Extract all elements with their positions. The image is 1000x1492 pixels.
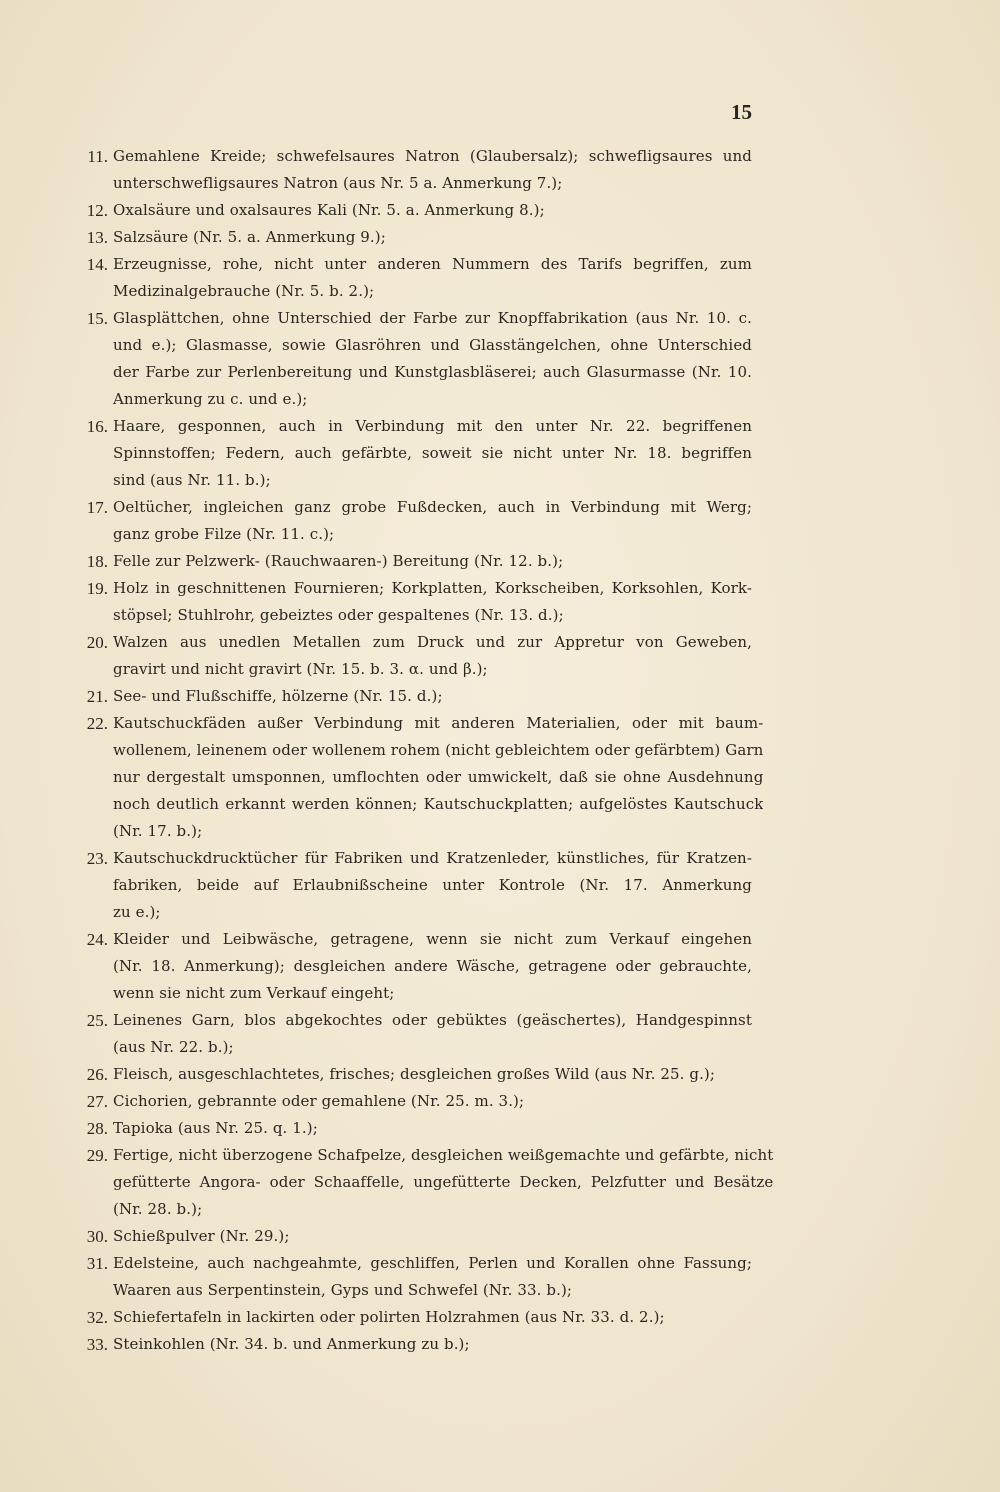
text-line: Walzen aus unedlen Metallen zum Druck und zur Appretur von Geweben, xyxy=(113,633,752,651)
item-text xyxy=(113,143,752,197)
item-text xyxy=(113,1304,752,1331)
text-line: Glasplättchen, ohne Unterschied der Farbe zur Knopffabrikation (aus Nr. 10. c. xyxy=(113,309,752,327)
item-text xyxy=(113,845,752,926)
item-number: 27. xyxy=(86,1092,108,1111)
text-line: Tapioka (aus Nr. 25. q. 1.); xyxy=(113,1119,318,1137)
list-item xyxy=(60,683,752,710)
text-line: Erzeugnisse, rohe, nicht unter anderen Nummern des Tarifs begriffen, zum xyxy=(113,255,752,273)
list-item xyxy=(60,413,752,494)
list-item xyxy=(60,197,752,224)
list-item xyxy=(60,1223,752,1250)
text-line: gravirt und nicht gravirt (Nr. 15. b. 3. α. und β.); xyxy=(113,660,488,678)
item-text xyxy=(113,629,752,683)
list-item xyxy=(60,1304,752,1331)
item-text xyxy=(113,494,752,548)
text-line: wenn sie nicht zum Verkauf eingeht; xyxy=(113,984,395,1002)
item-text xyxy=(113,413,752,494)
list-item xyxy=(60,224,752,251)
text-line: fabriken, beide auf Erlaubnißscheine unter Kontrole (Nr. 17. Anmerkung xyxy=(113,876,752,894)
item-number: 18. xyxy=(86,552,108,571)
item-number: 25. xyxy=(86,1011,108,1030)
item-number: 12. xyxy=(86,201,108,220)
list-item xyxy=(60,710,764,845)
text-line: Fleisch, ausgeschlachtetes, frisches; desgleichen großes Wild (aus Nr. 25. g.); xyxy=(113,1065,716,1083)
text-line: Kleider und Leibwäsche, getragene, wenn sie nicht zum Verkauf eingehen xyxy=(113,930,752,948)
item-number: 14. xyxy=(86,255,108,274)
text-line: (aus Nr. 22. b.); xyxy=(113,1038,234,1056)
text-line: Steinkohlen (Nr. 34. b. und Anmerkung zu b.); xyxy=(113,1335,470,1353)
item-text xyxy=(113,710,763,845)
item-text xyxy=(113,224,752,251)
text-line: Gemahlene Kreide; schwefelsaures Natron (Glaubersalz); schwefligsaures und xyxy=(113,147,752,165)
text-line: sind (aus Nr. 11. b.); xyxy=(113,471,271,489)
text-line: Waaren aus Serpentinstein, Gyps und Schwefel (Nr. 33. b.); xyxy=(113,1281,573,1299)
item-text xyxy=(113,683,752,710)
item-text xyxy=(113,575,752,629)
item-number: 15. xyxy=(86,309,108,328)
item-number: 24. xyxy=(86,930,108,949)
text-line: stöpsel; Stuhlrohr, gebeiztes oder gespaltenes (Nr. 13. d.); xyxy=(113,606,564,624)
text-line: zu e.); xyxy=(113,903,161,921)
text-line: Fertige, nicht überzogene Schafpelze, desgleichen weißgemachte und gefärbte, nicht xyxy=(113,1146,774,1164)
text-line: noch deutlich erkannt werden können; Kautschuckplatten; aufgelöstes Kautschuck xyxy=(113,795,764,813)
list-item xyxy=(60,629,752,683)
text-line: Cichorien, gebrannte oder gemahlene (Nr. 25. m. 3.); xyxy=(113,1092,525,1110)
item-number: 31. xyxy=(86,1254,108,1273)
text-line: Oxalsäure und oxalsaures Kali (Nr. 5. a. Anmerkung 8.); xyxy=(113,201,545,219)
text-line: Felle zur Pelzwerk- (Rauchwaaren-) Bereitung (Nr. 12. b.); xyxy=(113,552,564,570)
text-line: Medizinalgebrauche (Nr. 5. b. 2.); xyxy=(113,282,375,300)
text-line: und e.); Glasmasse, sowie Glasröhren und Glasstängelchen, ohne Unterschied xyxy=(113,336,752,354)
item-number: 23. xyxy=(86,849,108,868)
list-item xyxy=(60,494,752,548)
list-item xyxy=(60,575,752,629)
text-line: ganz grobe Filze (Nr. 11. c.); xyxy=(113,525,335,543)
item-number: 11. xyxy=(87,147,108,166)
text-line: Anmerkung zu c. und e.); xyxy=(113,390,308,408)
item-number: 32. xyxy=(86,1308,108,1327)
list-item xyxy=(60,1331,752,1358)
item-text xyxy=(113,548,752,575)
list-item xyxy=(60,1142,774,1223)
item-text xyxy=(113,1007,752,1061)
list-item xyxy=(60,143,752,197)
list-item xyxy=(60,305,752,413)
text-line: Oeltücher, ingleichen ganz grobe Fußdecken, auch in Verbindung mit Werg; xyxy=(113,498,752,516)
list-item xyxy=(60,926,752,1007)
item-number: 33. xyxy=(86,1335,108,1354)
item-number: 17. xyxy=(86,498,108,517)
text-line: Kautschuckfäden außer Verbindung mit anderen Materialien, oder mit baum- xyxy=(113,714,764,732)
item-text xyxy=(113,926,752,1007)
item-number: 29. xyxy=(86,1146,108,1165)
item-text xyxy=(113,1115,752,1142)
list-item xyxy=(60,251,752,305)
text-line: Leinenes Garn, blos abgekochtes oder gebüktes (geäschertes), Handgespinnst xyxy=(113,1011,752,1029)
item-number: 20. xyxy=(86,633,108,652)
list-item xyxy=(60,1061,752,1088)
list-item xyxy=(60,845,752,926)
item-number: 22. xyxy=(86,714,108,733)
item-number: 30. xyxy=(86,1227,108,1246)
text-line: nur dergestalt umsponnen, umflochten oder umwickelt, daß sie ohne Ausdehnung xyxy=(113,768,764,786)
item-text xyxy=(113,251,752,305)
text-line: unterschwefligsaures Natron (aus Nr. 5 a. Anmerkung 7.); xyxy=(113,174,563,192)
item-text xyxy=(113,1250,752,1304)
item-number: 21. xyxy=(86,687,108,706)
list-item xyxy=(60,1250,752,1304)
item-number: 19. xyxy=(86,579,108,598)
list-item xyxy=(60,1088,752,1115)
text-line: See- und Flußschiffe, hölzerne (Nr. 15. d.); xyxy=(113,687,443,705)
page-number: 15 xyxy=(731,100,752,124)
item-text xyxy=(113,305,752,413)
text-line: (Nr. 17. b.); xyxy=(113,822,203,840)
text-line: (Nr. 28. b.); xyxy=(113,1200,203,1218)
text-line: Edelsteine, auch nachgeahmte, geschliffen, Perlen und Korallen ohne Fassung; xyxy=(113,1254,752,1272)
text-line: Schießpulver (Nr. 29.); xyxy=(113,1227,290,1245)
item-number: 26. xyxy=(86,1065,108,1084)
text-line: der Farbe zur Perlenbereitung und Kunstglasbläserei; auch Glasurmasse (Nr. 10. xyxy=(113,363,752,381)
item-text xyxy=(113,1061,752,1088)
item-number: 28. xyxy=(86,1119,108,1138)
list-item xyxy=(60,1007,752,1061)
item-text xyxy=(113,1088,752,1115)
item-number: 16. xyxy=(86,417,108,436)
list-item xyxy=(60,548,752,575)
item-text xyxy=(113,197,752,224)
text-line: Schiefertafeln in lackirten oder polirten Holzrahmen (aus Nr. 33. d. 2.); xyxy=(113,1308,665,1326)
text-line: wollenem, leinenem oder wollenem rohem (nicht gebleichtem oder gefärbtem) Garn xyxy=(113,741,764,759)
text-line: Haare, gesponnen, auch in Verbindung mit den unter Nr. 22. begriffenen xyxy=(113,417,752,435)
tariff-list xyxy=(60,143,774,1358)
text-line: Kautschuckdrucktücher für Fabriken und Kratzenleder, künstliches, für Kratzen- xyxy=(113,849,752,867)
item-text xyxy=(113,1142,773,1223)
text-line: Holz in geschnittenen Fournieren; Korkplatten, Korkscheiben, Korksohlen, Kork- xyxy=(113,579,752,597)
item-text xyxy=(113,1331,752,1358)
list-item xyxy=(60,1115,752,1142)
text-line: Spinnstoffen; Federn, auch gefärbte, soweit sie nicht unter Nr. 18. begriffen xyxy=(113,444,752,462)
item-text xyxy=(113,1223,752,1250)
text-line: (Nr. 18. Anmerkung); desgleichen andere Wäsche, getragene oder gebrauchte, xyxy=(113,957,752,975)
item-number: 13. xyxy=(86,228,108,247)
text-line: Salzsäure (Nr. 5. a. Anmerkung 9.); xyxy=(113,228,386,246)
text-line: gefütterte Angora- oder Schaaffelle, ungefütterte Decken, Pelzfutter und Besätze xyxy=(113,1173,774,1191)
